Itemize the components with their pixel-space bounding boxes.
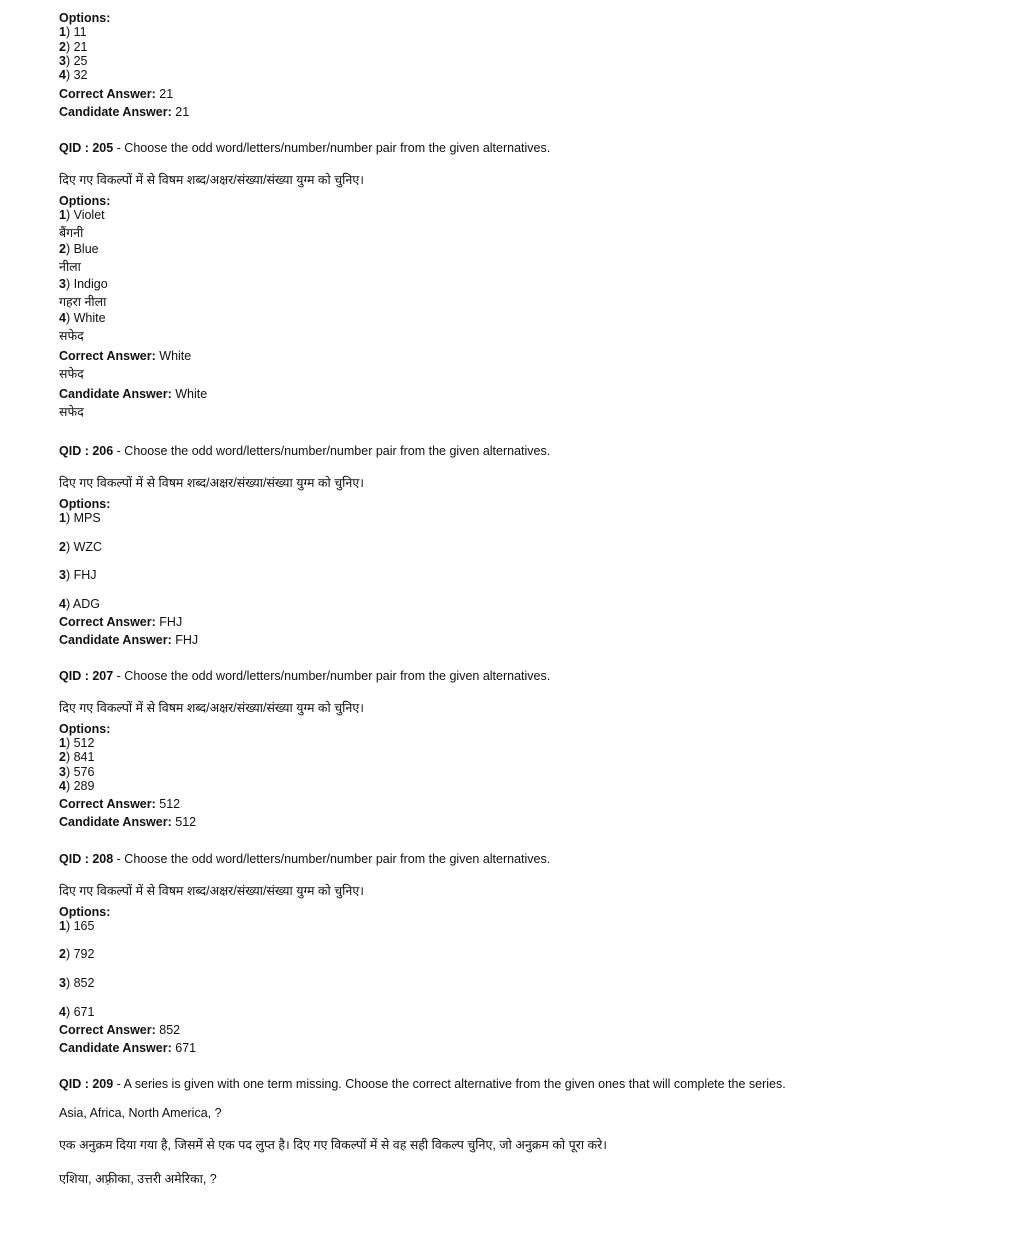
option-3: 3) FHJ [59, 568, 97, 582]
options-label: Options: [59, 11, 111, 25]
option-1: 1) MPS [59, 511, 101, 525]
correct-answer-hindi: सफेद [59, 367, 84, 381]
correct-answer: Correct Answer: 21 [59, 87, 174, 101]
option-3: 3) 576 [59, 765, 95, 779]
option-1: 1) Violet [59, 208, 105, 222]
question-header: QID : 207 - Choose the odd word/letters/number/number pair from the given alternatives. [59, 669, 551, 683]
option-2: 2) 841 [59, 750, 95, 764]
options-label: Options: [59, 722, 111, 736]
correct-answer: Correct Answer: FHJ [59, 615, 183, 629]
candidate-answer: Candidate Answer: 21 [59, 105, 190, 119]
option-2: 2) WZC [59, 540, 103, 554]
question-hindi: दिए गए विकल्पों में से विषम शब्द/अक्षर/संख्या/संख्या युग्म को चुनिए। [59, 173, 364, 187]
option-2: 2) Blue [59, 242, 99, 256]
options-label: Options: [59, 497, 111, 511]
option-2: 2) 792 [59, 947, 95, 961]
candidate-answer: Candidate Answer: 671 [59, 1041, 197, 1055]
option-3: 3) Indigo [59, 277, 108, 291]
option-1: 1) 512 [59, 736, 95, 750]
correct-answer: Correct Answer: White [59, 349, 192, 363]
option-4-hindi: सफेद [59, 329, 84, 343]
question-hindi: दिए गए विकल्पों में से विषम शब्द/अक्षर/संख्या/संख्या युग्म को चुनिए। [59, 476, 364, 490]
option-3: 3) 25 [59, 54, 88, 68]
option-4: 4) ADG [59, 597, 100, 611]
option-1-hindi: बैंगनी [59, 226, 84, 240]
options-label: Options: [59, 194, 111, 208]
option-4: 4) 289 [59, 779, 95, 793]
option-2-hindi: नीला [59, 260, 81, 274]
question-series: Asia, Africa, North America, ? [59, 1106, 222, 1120]
candidate-answer: Candidate Answer: White [59, 387, 208, 401]
question-series-hindi: एशिया, अफ़्रीका, उत्तरी अमेरिका, ? [59, 1172, 217, 1186]
question-header: QID : 209 - A series is given with one term missing. Choose the correct alternative from the given ones that will complete the series. [59, 1077, 786, 1091]
question-hindi: दिए गए विकल्पों में से विषम शब्द/अक्षर/संख्या/संख्या युग्म को चुनिए। [59, 884, 364, 898]
question-header: QID : 205 - Choose the odd word/letters/number/number pair from the given alternatives. [59, 141, 551, 155]
question-header: QID : 208 - Choose the odd word/letters/number/number pair from the given alternatives. [59, 852, 551, 866]
candidate-answer: Candidate Answer: 512 [59, 815, 197, 829]
question-hindi: दिए गए विकल्पों में से विषम शब्द/अक्षर/संख्या/संख्या युग्म को चुनिए। [59, 701, 364, 715]
correct-answer: Correct Answer: 512 [59, 797, 181, 811]
option-4: 4) White [59, 311, 106, 325]
option-1: 1) 11 [59, 25, 87, 39]
option-4: 4) 32 [59, 68, 88, 82]
option-3: 3) 852 [59, 976, 95, 990]
candidate-answer-hindi: सफेद [59, 405, 84, 419]
option-1: 1) 165 [59, 919, 95, 933]
question-header: QID : 206 - Choose the odd word/letters/number/number pair from the given alternatives. [59, 444, 551, 458]
question-hindi: एक अनुक्रम दिया गया है, जिसमें से एक पद लुप्त है। दिए गए विकल्पों में से वह सही विकल्प चुनिए, जो अनुक्रम को पूरा करे। [59, 1138, 608, 1152]
option-2: 2) 21 [59, 40, 88, 54]
candidate-answer: Candidate Answer: FHJ [59, 633, 199, 647]
correct-answer: Correct Answer: 852 [59, 1023, 181, 1037]
option-4: 4) 671 [59, 1005, 95, 1019]
option-3-hindi: गहरा नीला [59, 295, 107, 309]
options-label: Options: [59, 905, 111, 919]
